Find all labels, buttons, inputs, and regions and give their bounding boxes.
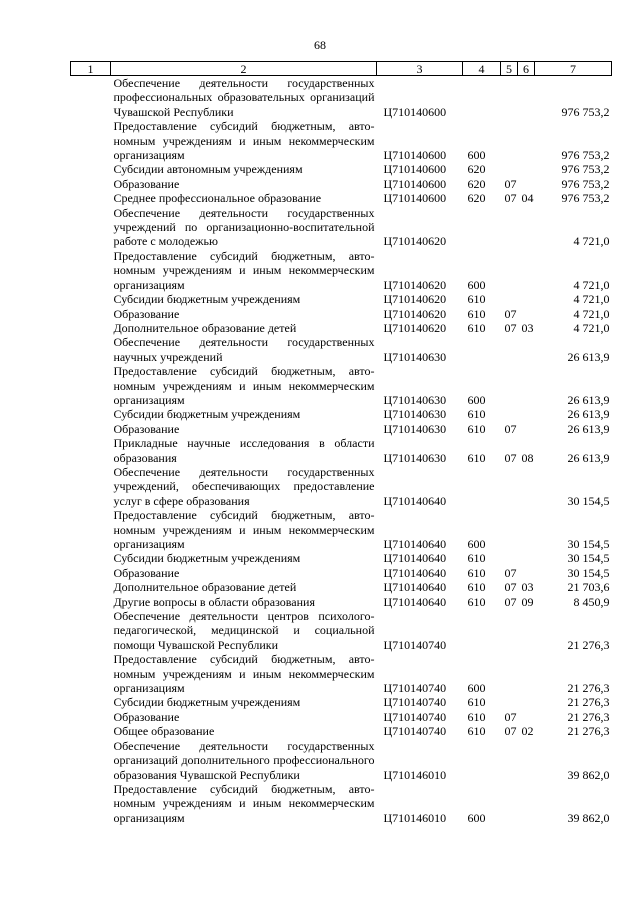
- row-section: 07: [504, 594, 517, 609]
- row-expense-type: 610: [467, 551, 486, 566]
- row-section: [501, 407, 518, 421]
- row-amount: 39 862,0: [567, 767, 610, 782]
- row-name: Обеспечение деятельности центров психолого-педагогической, медицинской и социальной помощи Чувашской Республики: [113, 609, 375, 652]
- row-name: Образование: [113, 306, 180, 321]
- row-amount: 976 753,2: [561, 104, 610, 119]
- row-expense-type: 610: [467, 565, 486, 580]
- row-amount: 30 154,5: [567, 537, 610, 551]
- row-blank: [71, 695, 111, 709]
- row-subsection: [518, 76, 535, 120]
- row-code: Ц710140630: [383, 450, 447, 465]
- row-name: Другие вопросы в области образования: [113, 594, 315, 609]
- row-name: Обеспечение деятельности государственных учреждений, обеспечивающих предоставление услуг в сфере образования: [113, 464, 375, 508]
- row-blank: [71, 407, 111, 421]
- table-row: [71, 191, 612, 205]
- row-name: Предоставление субсидий бюджетным, автономным учреждениям и иным некоммерческим организациям: [113, 508, 375, 551]
- row-subsection: 08: [521, 450, 534, 465]
- row-expense-type: [463, 739, 501, 782]
- row-code: Ц710140640: [383, 537, 447, 551]
- row-code: Ц710140620: [383, 234, 447, 249]
- row-expense-type: 600: [467, 537, 486, 551]
- row-code: Ц710140600: [383, 191, 447, 206]
- row-blank: [71, 566, 111, 580]
- row-subsection: [518, 465, 535, 508]
- row-amount: 21 276,3: [567, 724, 610, 739]
- row-amount: 4 721,0: [573, 320, 610, 335]
- row-blank: [71, 177, 111, 191]
- row-expense-type: 620: [467, 176, 486, 191]
- row-section: 07: [504, 580, 517, 595]
- row-code: Ц710140740: [383, 724, 447, 739]
- row-blank: [71, 710, 111, 724]
- row-expense-type: [463, 206, 501, 249]
- row-code: Ц710140630: [383, 407, 447, 422]
- header-col-5: 5: [501, 62, 518, 76]
- row-blank: [71, 580, 111, 594]
- row-code: Ц710140630: [383, 421, 447, 436]
- row-code: Ц710140640: [383, 580, 447, 595]
- row-expense-type: [463, 609, 501, 652]
- row-subsection: [518, 551, 535, 565]
- row-section: [501, 206, 518, 249]
- row-section: [501, 609, 518, 652]
- table-row: [71, 249, 612, 292]
- row-expense-type: [463, 76, 501, 120]
- row-blank: [71, 321, 111, 335]
- row-code: Ц710140640: [383, 551, 447, 566]
- row-section: [501, 652, 518, 695]
- row-subsection: 09: [521, 594, 534, 609]
- row-expense-type: 610: [467, 724, 486, 739]
- row-expense-type: 600: [467, 148, 486, 163]
- header-col-7: 7: [535, 62, 612, 76]
- row-subsection: 03: [521, 580, 534, 595]
- table-row: [71, 177, 612, 191]
- header-col-4: 4: [463, 62, 501, 76]
- row-section: [501, 364, 518, 407]
- row-blank: [71, 206, 111, 249]
- row-subsection: [518, 249, 535, 292]
- row-section: [501, 76, 518, 120]
- row-expense-type: 610: [467, 709, 486, 724]
- row-blank: [71, 119, 111, 162]
- row-name: Предоставление субсидий бюджетным, автономным учреждениям и иным некоммерческим организациям: [113, 248, 375, 292]
- row-section: [501, 119, 518, 162]
- row-amount: 26 613,9: [567, 392, 610, 407]
- row-code: Ц710140620: [383, 320, 447, 335]
- row-name: Образование: [113, 709, 180, 724]
- row-section: [501, 782, 518, 825]
- table-row: [71, 335, 612, 364]
- row-subsection: [518, 177, 535, 191]
- row-blank: [71, 162, 111, 176]
- row-amount: 976 753,2: [561, 176, 610, 191]
- table-row: [71, 580, 612, 594]
- row-amount: 976 753,2: [561, 191, 610, 206]
- row-code: Ц710140640: [383, 493, 447, 508]
- row-subsection: [518, 206, 535, 249]
- row-amount: 976 753,2: [561, 148, 610, 163]
- row-section: [501, 465, 518, 508]
- row-subsection: [518, 422, 535, 436]
- row-name: Субсидии бюджетным учреждениям: [113, 292, 301, 307]
- table-row: [71, 710, 612, 724]
- row-blank: [71, 508, 111, 551]
- row-code: Ц710140620: [383, 292, 447, 307]
- table-row: [71, 782, 612, 825]
- row-amount: 4 721,0: [573, 292, 610, 307]
- table-row: [71, 724, 612, 738]
- row-name: Субсидии бюджетным учреждениям: [113, 407, 301, 422]
- row-subsection: [518, 162, 535, 176]
- row-subsection: [518, 119, 535, 162]
- row-name: Обеспечение деятельности государственных профессиональных образовательных организаций Чувашской Республики: [113, 76, 375, 119]
- row-subsection: [518, 292, 535, 306]
- row-code: Ц710140600: [383, 148, 447, 163]
- row-name: Прикладные научные исследования в области образования: [113, 436, 375, 465]
- row-name: Среднее профессиональное образование: [113, 191, 322, 206]
- row-blank: [71, 249, 111, 292]
- header-col-2: 2: [111, 62, 377, 76]
- row-section: [501, 551, 518, 565]
- row-section: 07: [504, 176, 517, 191]
- row-expense-type: [463, 335, 501, 364]
- table-row: [71, 206, 612, 249]
- row-code: Ц710140740: [383, 709, 447, 724]
- row-amount: 4 721,0: [573, 234, 610, 249]
- row-amount: 30 154,5: [567, 551, 610, 566]
- page-number: 68: [314, 38, 326, 52]
- row-blank: [71, 595, 111, 609]
- row-name: Образование: [113, 565, 180, 580]
- row-amount: 30 154,5: [567, 565, 610, 580]
- row-subsection: [518, 364, 535, 407]
- row-amount: 21 276,3: [567, 637, 610, 652]
- row-expense-type: 610: [467, 421, 486, 436]
- row-code: Ц710140740: [383, 695, 447, 710]
- row-subsection: [518, 710, 535, 724]
- row-blank: [71, 465, 111, 508]
- row-name: Субсидии бюджетным учреждениям: [113, 551, 301, 566]
- table-row: [71, 162, 612, 176]
- row-expense-type: 600: [467, 392, 486, 407]
- row-amount: 39 862,0: [567, 810, 610, 825]
- row-section: 07: [504, 709, 517, 724]
- row-blank: [71, 652, 111, 695]
- row-section: 07: [504, 421, 517, 436]
- row-name: Образование: [113, 421, 180, 436]
- row-name: Предоставление субсидий бюджетным, автономным учреждениям и иным некоммерческим организациям: [113, 652, 375, 696]
- row-expense-type: 610: [467, 450, 486, 465]
- table-row: [71, 609, 612, 652]
- row-expense-type: 620: [467, 162, 486, 177]
- row-blank: [71, 335, 111, 364]
- row-code: Ц710146010: [383, 767, 447, 782]
- table-row: [71, 465, 612, 508]
- row-expense-type: [463, 465, 501, 508]
- row-section: 07: [504, 450, 517, 465]
- row-section: 07: [504, 320, 517, 335]
- row-code: Ц710140740: [383, 637, 447, 652]
- row-name: Дополнительное образование детей: [113, 320, 297, 335]
- row-blank: [71, 782, 111, 825]
- row-amount: 30 154,5: [567, 493, 610, 508]
- row-name: Субсидии автономным учреждениям: [113, 162, 303, 177]
- row-section: [501, 739, 518, 782]
- row-amount: 976 753,2: [561, 162, 610, 177]
- row-blank: [71, 436, 111, 465]
- table-row: [71, 695, 612, 709]
- row-code: Ц710140640: [383, 565, 447, 580]
- table-row: [71, 595, 612, 609]
- row-amount: 26 613,9: [567, 349, 610, 364]
- row-blank: [71, 739, 111, 782]
- row-subsection: [518, 307, 535, 321]
- row-name: Предоставление субсидий бюджетным, автономным учреждениям и иным некоммерческим организациям: [113, 781, 375, 825]
- row-subsection: [518, 695, 535, 709]
- row-section: [501, 335, 518, 364]
- table-row: [71, 652, 612, 695]
- table-row: [71, 508, 612, 551]
- table-row: [71, 436, 612, 465]
- row-subsection: [518, 782, 535, 825]
- row-blank: [71, 364, 111, 407]
- row-subsection: [518, 508, 535, 551]
- row-subsection: 04: [521, 191, 534, 206]
- table-row: [71, 321, 612, 335]
- row-amount: 4 721,0: [573, 277, 610, 292]
- row-code: Ц710140600: [383, 162, 447, 177]
- row-code: Ц710140640: [383, 594, 447, 609]
- row-section: [501, 508, 518, 551]
- row-amount: 21 276,3: [567, 681, 610, 696]
- row-code: Ц710146010: [383, 810, 447, 825]
- row-amount: 21 276,3: [567, 695, 610, 710]
- row-subsection: [518, 652, 535, 695]
- header-col-1: 1: [71, 62, 111, 76]
- row-expense-type: 610: [467, 594, 486, 609]
- table-row: [71, 292, 612, 306]
- row-code: Ц710140630: [383, 349, 447, 364]
- table-row: [71, 407, 612, 421]
- row-amount: 26 613,9: [567, 421, 610, 436]
- row-expense-type: 600: [467, 277, 486, 292]
- row-section: 07: [504, 306, 517, 321]
- row-section: [501, 695, 518, 709]
- row-section: 07: [504, 724, 517, 739]
- row-name: Дополнительное образование детей: [113, 580, 297, 595]
- row-subsection: [518, 739, 535, 782]
- table-row: [71, 551, 612, 565]
- row-code: Ц710140740: [383, 681, 447, 696]
- row-code: Ц710140630: [383, 392, 447, 407]
- row-name: Обеспечение деятельности государственных научных учреждений: [113, 335, 375, 364]
- row-expense-type: 610: [467, 306, 486, 321]
- table-row: [71, 422, 612, 436]
- row-blank: [71, 76, 111, 120]
- budget-table: [70, 61, 612, 825]
- table-row: [71, 364, 612, 407]
- row-code: Ц710140600: [383, 104, 447, 119]
- row-subsection: 03: [521, 320, 534, 335]
- header-col-6: 6: [518, 62, 535, 76]
- row-name: Предоставление субсидий бюджетным, автономным учреждениям и иным некоммерческим организациям: [113, 364, 375, 407]
- row-section: 07: [504, 565, 517, 580]
- row-code: Ц710140620: [383, 306, 447, 321]
- row-blank: [71, 724, 111, 738]
- row-section: [501, 162, 518, 176]
- table-row: [71, 566, 612, 580]
- row-blank: [71, 422, 111, 436]
- row-amount: 26 613,9: [567, 407, 610, 422]
- row-code: Ц710140620: [383, 277, 447, 292]
- row-name: Субсидии бюджетным учреждениям: [113, 695, 301, 710]
- row-blank: [71, 609, 111, 652]
- row-amount: 4 721,0: [573, 306, 610, 321]
- row-expense-type: 620: [467, 191, 486, 206]
- row-expense-type: 610: [467, 407, 486, 422]
- table-row: [71, 76, 612, 120]
- row-name: Обеспечение деятельности государственных организаций дополнительного профессионального образования Чувашской Республики: [113, 738, 375, 782]
- row-expense-type: 600: [467, 810, 486, 825]
- row-name: Образование: [113, 176, 180, 191]
- row-subsection: 02: [521, 724, 534, 739]
- row-amount: 21 703,6: [567, 580, 610, 595]
- header-col-3: 3: [377, 62, 463, 76]
- column-header-row: [71, 62, 612, 76]
- row-amount: 8 450,9: [573, 594, 610, 609]
- row-subsection: [518, 335, 535, 364]
- table-row: [71, 307, 612, 321]
- table-row: [71, 739, 612, 782]
- row-expense-type: 610: [467, 320, 486, 335]
- row-subsection: [518, 566, 535, 580]
- row-blank: [71, 292, 111, 306]
- row-expense-type: 610: [467, 292, 486, 307]
- row-expense-type: 600: [467, 681, 486, 696]
- row-subsection: [518, 407, 535, 421]
- row-name: Обеспечение деятельности государственных учреждений по организационно-воспитательной работе с молодежью: [113, 205, 375, 249]
- table-row: [71, 119, 612, 162]
- row-section: [501, 292, 518, 306]
- row-code: Ц710140600: [383, 176, 447, 191]
- row-section: [501, 249, 518, 292]
- row-amount: 26 613,9: [567, 450, 610, 465]
- row-amount: 21 276,3: [567, 709, 610, 724]
- row-blank: [71, 307, 111, 321]
- row-section: 07: [504, 191, 517, 206]
- row-expense-type: 610: [467, 695, 486, 710]
- row-blank: [71, 551, 111, 565]
- row-expense-type: 610: [467, 580, 486, 595]
- row-name: Общее образование: [113, 724, 215, 739]
- row-blank: [71, 191, 111, 205]
- row-name: Предоставление субсидий бюджетным, автономным учреждениям и иным некоммерческим организациям: [113, 119, 375, 163]
- row-subsection: [518, 609, 535, 652]
